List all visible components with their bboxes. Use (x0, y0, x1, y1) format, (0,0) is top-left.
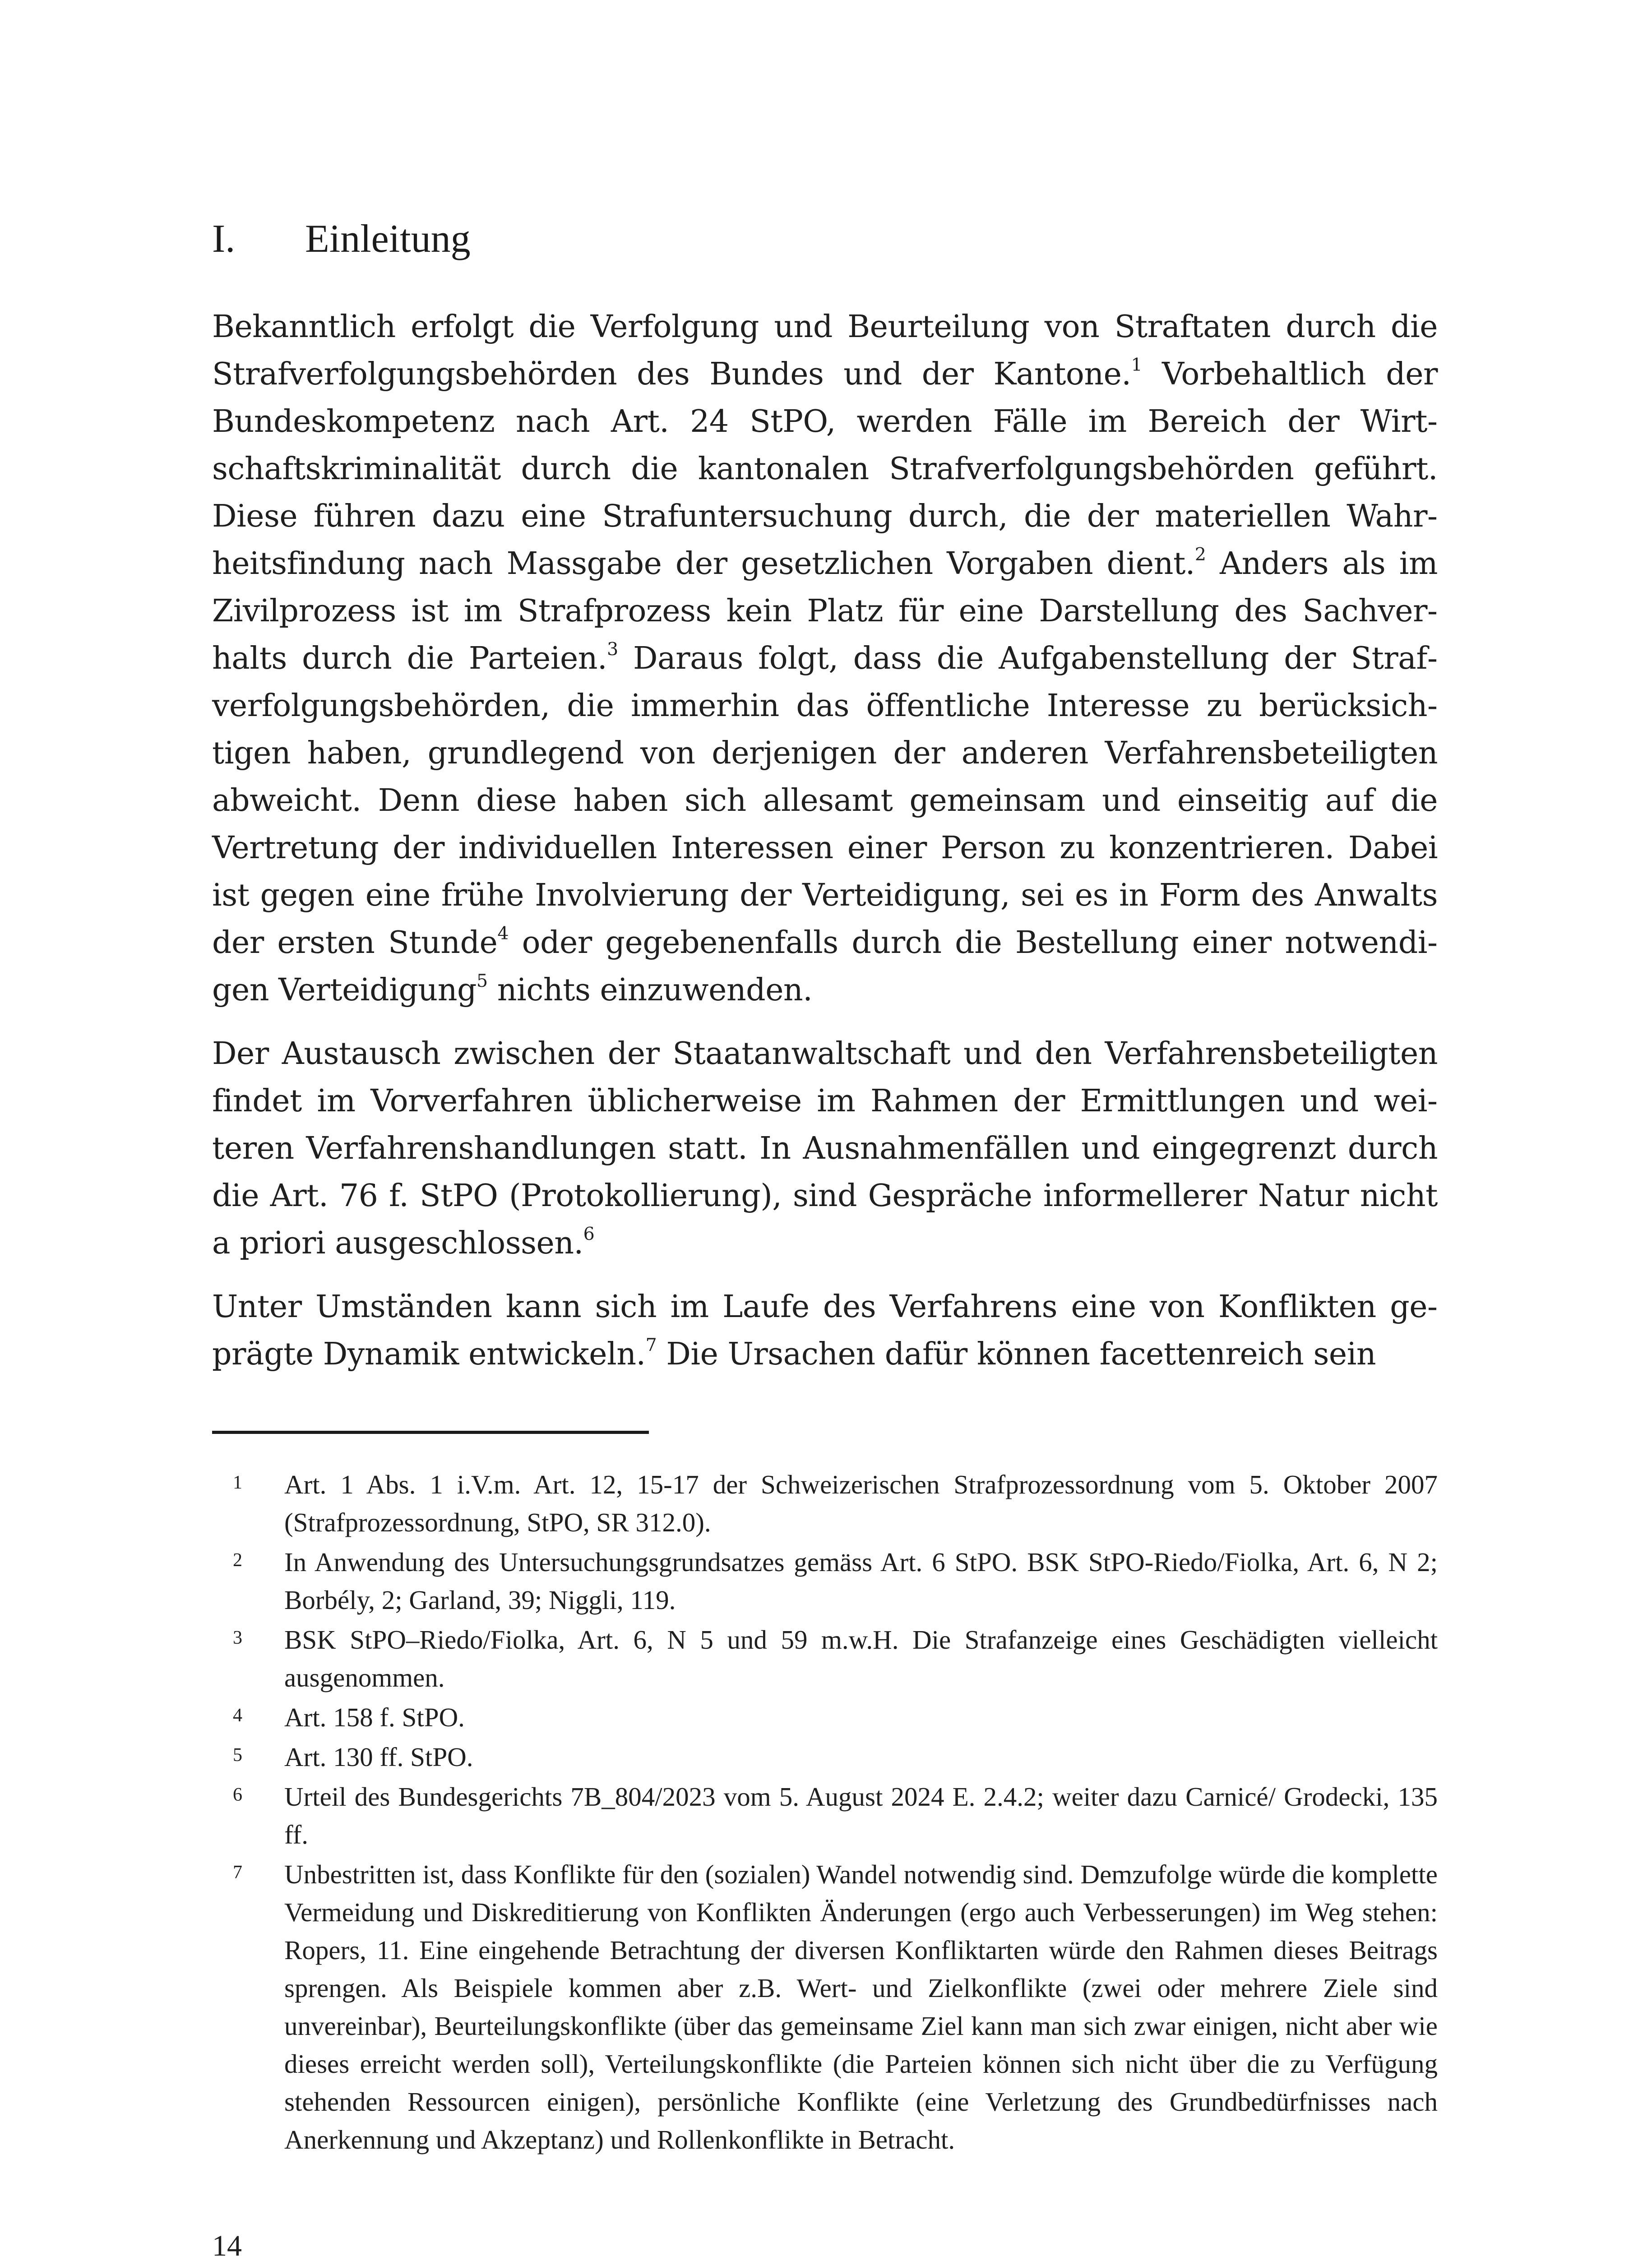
paragraph-text: Daraus folgt, dass die Aufgabenstellung der Strafverfolgungsbehörden, die immerhin das öffentliche Interesse zu berücksichtigen haben, grundlegend von derjenigen der anderen Verfahrensbeteiligten abweicht. Denn diese haben sich allesamt gemeinsam und einseitig auf die Vertretung der individuellen Interessen einer Person zu konzentrieren. Dabei ist gegen eine frühe Involvierung der Verteidigung, sei es in Form des Anwalts der ersten Stunde (212, 641, 1438, 961)
footnote-reference: 7 (645, 1335, 657, 1356)
footnote-reference: 5 (477, 971, 488, 992)
footnote-reference: 1 (1131, 355, 1143, 376)
paragraph-text: Der Austausch zwischen der Staatanwaltschaft und den Verfahrensbeteiligten findet im Vorverfahren üblicherweise im Rahmen der Ermittlungen und weiteren Verfahrenshandlungen statt. In Ausnahmenfällen und eingegrenzt durch die Art. 76 f. StPO (Protokollierung), sind Gespräche informellerer Natur nicht a priori ausgeschlossen. (212, 1036, 1438, 1261)
paragraph-text: oder gegebenenfalls durch die Bestellung einer notwendigen Verteidigung (212, 925, 1438, 1008)
footnote-number: 4 (233, 1705, 242, 1726)
paragraph-text: nichts einzuwenden. (487, 972, 813, 1008)
paragraph-text: Anders als im Zivilprozess ist im Strafprozess kein Platz für eine Darstellung des Sachverhalts durch die Parteien. (212, 546, 1438, 676)
footnote-item (212, 1738, 1438, 1776)
paragraph-text: Unter Umständen kann sich im Laufe des Verfahrens eine von Konflikten geprägte Dynamik entwickeln. (212, 1289, 1438, 1372)
footnote-item (212, 1778, 1438, 1854)
footnote-item (212, 1621, 1438, 1697)
footnote-reference: 2 (1194, 544, 1206, 565)
footnote-item (212, 1543, 1438, 1619)
footnote-number: 7 (233, 1862, 242, 1883)
footnote-item (212, 1855, 1438, 2159)
footnote-reference: 6 (583, 1224, 595, 1245)
paragraph-text: Vorbehaltlich der Bundeskompetenz nach Art. 24 StPO, werden Fälle im Bereich der Wirtschaftskriminalität durch die kantonalen Strafverfolgungsbehörden geführt. Diese führen dazu eine Strafuntersuchung durch, die der materiellen Wahrheitsfindung nach Massgabe der gesetzlichen Vorgaben dient. (212, 356, 1438, 582)
footnote-number: 3 (233, 1627, 242, 1648)
paragraph-text: Bekanntlich erfolgt die Verfolgung und Beurteilung von Straftaten durch die Strafverfolgungsbehörden des Bundes und der Kantone. (212, 309, 1438, 392)
footnote-number: 1 (233, 1472, 242, 1493)
footnote-number: 6 (233, 1784, 242, 1805)
body-paragraph (212, 1030, 1438, 1267)
footnote-item (212, 1698, 1438, 1736)
footnotes-list (212, 1465, 1438, 2160)
section-title: Einleitung (305, 217, 471, 261)
footnote-text: Art. 130 ff. StPO. (284, 1742, 473, 1772)
body-paragraph (212, 1283, 1438, 1378)
footnote-reference: 3 (607, 639, 618, 660)
footnote-text: Art. 158 f. StPO. (284, 1702, 465, 1732)
section-number: I. (212, 217, 236, 261)
footnote-item (212, 1465, 1438, 1541)
footnote-separator (212, 1431, 649, 1434)
footnote-number: 2 (233, 1550, 242, 1571)
footnote-text: BSK StPO–Riedo/Fiolka, Art. 6, N 5 und 59 m.w.H. Die Strafanzeige eines Geschädigten vielleicht ausgenommen. (284, 1625, 1438, 1692)
footnote-text: In Anwendung des Untersuchungsgrundsatzes gemäss Art. 6 StPO. BSK StPO-Riedo/Fiolka, Art. 6, N 2; Borbély, 2; Garland, 39; Niggli, 119. (284, 1547, 1438, 1615)
footnote-reference: 4 (497, 923, 509, 944)
paragraph-text: Die Ursachen dafür können facettenreich sein (657, 1336, 1376, 1372)
page-number: 14 (212, 2229, 242, 2256)
footnote-text: Unbestritten ist, dass Konflikte für den (sozialen) Wandel notwendig sind. Demzufolge würde die komplette Vermeidung und Diskreditierung von Konflikten Änderungen (ergo auch Verbesserungen) im Weg stehen: Ropers, 11. Eine eingehende Betrachtung der diversen Konfliktarten würde den Rahmen dieses Beitrags sprengen. Als Beispiele kommen aber z.B. Wert- und Zielkonflikte (zwei oder mehrere Ziele sind unvereinbar), Beurteilungskonflikte (über das gemeinsame Ziel kann man sich zwar einigen, nicht aber wie dieses erreicht werden soll), Verteilungskonflikte (die Parteien können sich nicht über die zu Verfügung stehenden Ressourcen einigen), persönliche Konflikte (eine Verletzung des Grundbedürfnisses nach Anerkennung und Akzeptanz) und Rollenkonflikte in Betracht. (284, 1859, 1438, 2154)
body-paragraph (212, 303, 1438, 1014)
section-heading (212, 212, 1448, 266)
footnote-number: 5 (233, 1745, 242, 1766)
body-text (212, 303, 1438, 1394)
footnote-text: Art. 1 Abs. 1 i.V.m. Art. 12, 15-17 der Schweizerischen Strafprozessordnung vom 5. Oktober 2007 (Strafprozessordnung, StPO, SR 312.0). (284, 1470, 1438, 1537)
footnote-text: Urteil des Bundesgerichts 7B_804/2023 vom 5. August 2024 E. 2.4.2; weiter dazu Carnicé/ Grodecki, 135 ff. (284, 1782, 1438, 1849)
